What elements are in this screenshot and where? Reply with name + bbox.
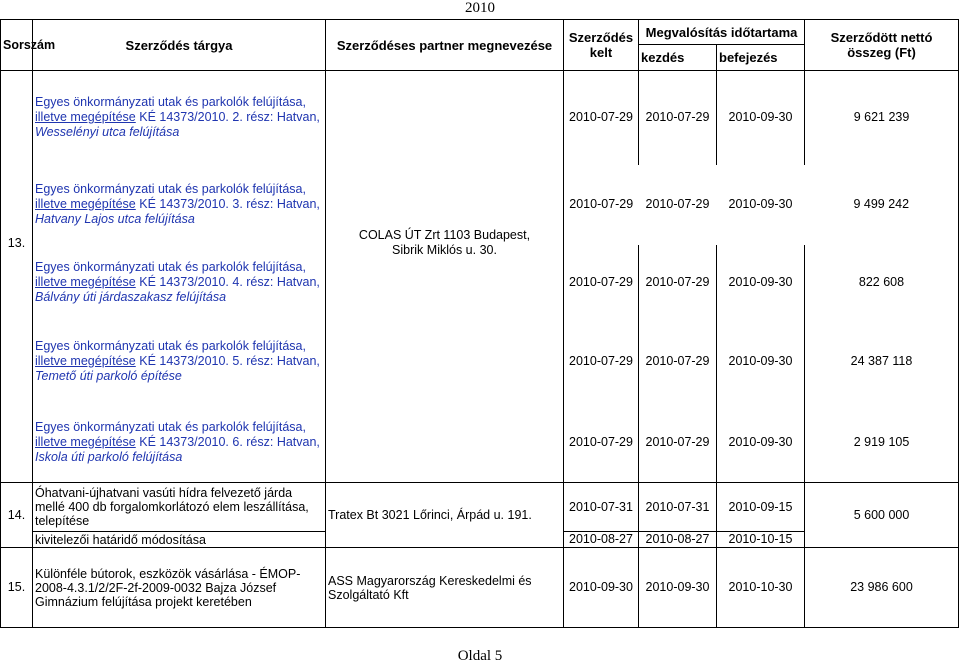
header-befejezes: befejezés [717,45,805,71]
table-row [1,321,959,403]
befejezes-cell: 2010-09-30 [717,321,805,403]
kezdes-cell: 2010-07-31 [639,483,717,532]
kelt-cell: 2010-07-31 [564,483,639,532]
subject-underlined: illetve megépítése [35,354,136,368]
befejezes-cell: 2010-09-30 [717,71,805,165]
befejezes-cell: 2010-09-15 [717,483,805,532]
kezdes-cell: 2010-07-29 [639,245,717,321]
befejezes-cell: 2010-10-15 [717,532,805,548]
amount-cell: 23 986 600 [805,548,959,628]
subject-cell [33,321,326,403]
befejezes-cell: 2010-09-30 [717,403,805,483]
subject-cell [33,71,326,165]
kelt-cell: 2010-08-27 [564,532,639,548]
kezdes-cell: 2010-09-30 [639,548,717,628]
header-partner: Szerződéses partner megnevezése [326,20,564,71]
row-number: 13. [1,165,33,321]
befejezes-cell: 2010-09-30 [717,245,805,321]
kelt-cell: 2010-07-29 [564,245,639,321]
table-row [1,165,959,245]
subject-line: Egyes önkormányzati utak és parkolók felújítása, [35,182,306,196]
subject-line: Wesselényi utca felújítása [35,125,180,140]
page-number: Oldal 5 [457,648,503,664]
year-heading: 2010 [465,0,495,16]
subject-cell [33,165,326,245]
header-idotartam: Megvalósítás időtartama [639,20,805,45]
subject-line: Egyes önkormányzati utak és parkolók felújítása, [35,419,306,434]
subject-line [35,275,323,290]
amount-cell: 9 499 242 [805,165,959,245]
amount-cell: 822 608 [805,245,959,321]
subject-underlined: illetve megépítése [35,110,136,125]
subject-line [35,110,323,125]
subject-line [35,197,323,212]
amount-cell: 5 600 000 [805,483,959,548]
kezdes-cell: 2010-08-27 [639,532,717,548]
header-kezdes: kezdés [639,45,717,71]
subject-line: Egyes önkormányzati utak és parkolók felújítása, [35,95,306,110]
subject-line: Egyes önkormányzati utak és parkolók felújítása, [35,260,306,274]
subject-cell: Különféle bútorok, eszközök vásárlása - ÉMOP-2008-4.3.1/2/2F-2f-2009-0032 Bajza József Gimnázium felújítása projekt keretében [33,548,326,628]
subject-line [35,354,323,369]
subject-line: Egyes önkormányzati utak és parkolók felújítása, [35,339,306,353]
befejezes-cell: 2010-09-30 [728,197,793,211]
kelt-cell: 2010-09-30 [564,548,639,628]
subject-cell: kivitelezői határidő módosítása [33,532,326,548]
subject-rest: KÉ 14373/2010. 5. rész: Hatvan, [135,354,320,368]
amount-cell: 2 919 105 [805,403,959,483]
kezdes-cell: 2010-07-29 [639,321,717,403]
header-kelt: Szerződés kelt [564,20,639,71]
subject-rest: KÉ 14373/2010. 4. rész: Hatvan, [135,275,320,289]
subject-rest: KÉ 14373/2010. 3. rész: Hatvan, [135,197,320,211]
subject-line: Iskola úti parkoló felújítása [35,449,183,464]
table-row [1,548,959,628]
header-sorszam: Sorszám [1,20,33,71]
row-number: 15. [1,548,33,628]
kezdes-cell: 2010-07-29 [639,71,717,165]
kezdes-cell: 2010-07-29 [639,403,717,483]
table-row [1,403,959,483]
kelt-cell: 2010-07-29 [569,197,634,211]
row-number: 14. [1,483,33,548]
subject-underlined: illetve megépítése [35,275,136,289]
subject-line: Temető úti parkoló építése [35,369,182,383]
subject-underlined: illetve megépítése [35,197,136,211]
kezdes-cell: 2010-07-29 [645,197,710,211]
kelt-cell: 2010-07-29 [564,403,639,483]
table-row [1,483,959,532]
subject-line: Hatvany Lajos utca felújítása [35,212,195,226]
amount-cell: 9 621 239 [805,71,959,165]
header-targy: Szerződés tárgya [33,20,326,71]
subject-cell [33,245,326,321]
partner-cell: Tratex Bt 3021 Lőrinci, Árpád u. 191. [326,483,564,548]
header-osszeg: Szerződött nettó összeg (Ft) [805,20,959,71]
befejezes-cell: 2010-10-30 [717,548,805,628]
partner-cell: COLAS ÚT Zrt 1103 Budapest, Sibrik Miklós u. 30. [326,165,564,321]
subject-line [35,435,323,450]
subject-line: Bálvány úti járdaszakasz felújítása [35,290,227,304]
amount-cell: 24 387 118 [805,321,959,403]
contracts-table [0,19,959,628]
subject-rest: KÉ 14373/2010. 6. rész: Hatvan, [135,434,320,449]
table-row [1,71,959,165]
kelt-cell: 2010-07-29 [564,71,639,165]
subject-cell [33,403,326,483]
kelt-cell: 2010-07-29 [564,321,639,403]
subject-rest: KÉ 14373/2010. 2. rész: Hatvan, [135,110,320,125]
partner-cell: ASS Magyarország Kereskedelmi és Szolgáltató Kft [326,548,564,628]
subject-cell: Óhatvani-újhatvani vasúti hídra felvezető járda mellé 400 db forgalomkorlátozó elem leszállítása, telepítése [33,483,326,532]
subject-underlined: illetve megépítése [35,434,136,449]
